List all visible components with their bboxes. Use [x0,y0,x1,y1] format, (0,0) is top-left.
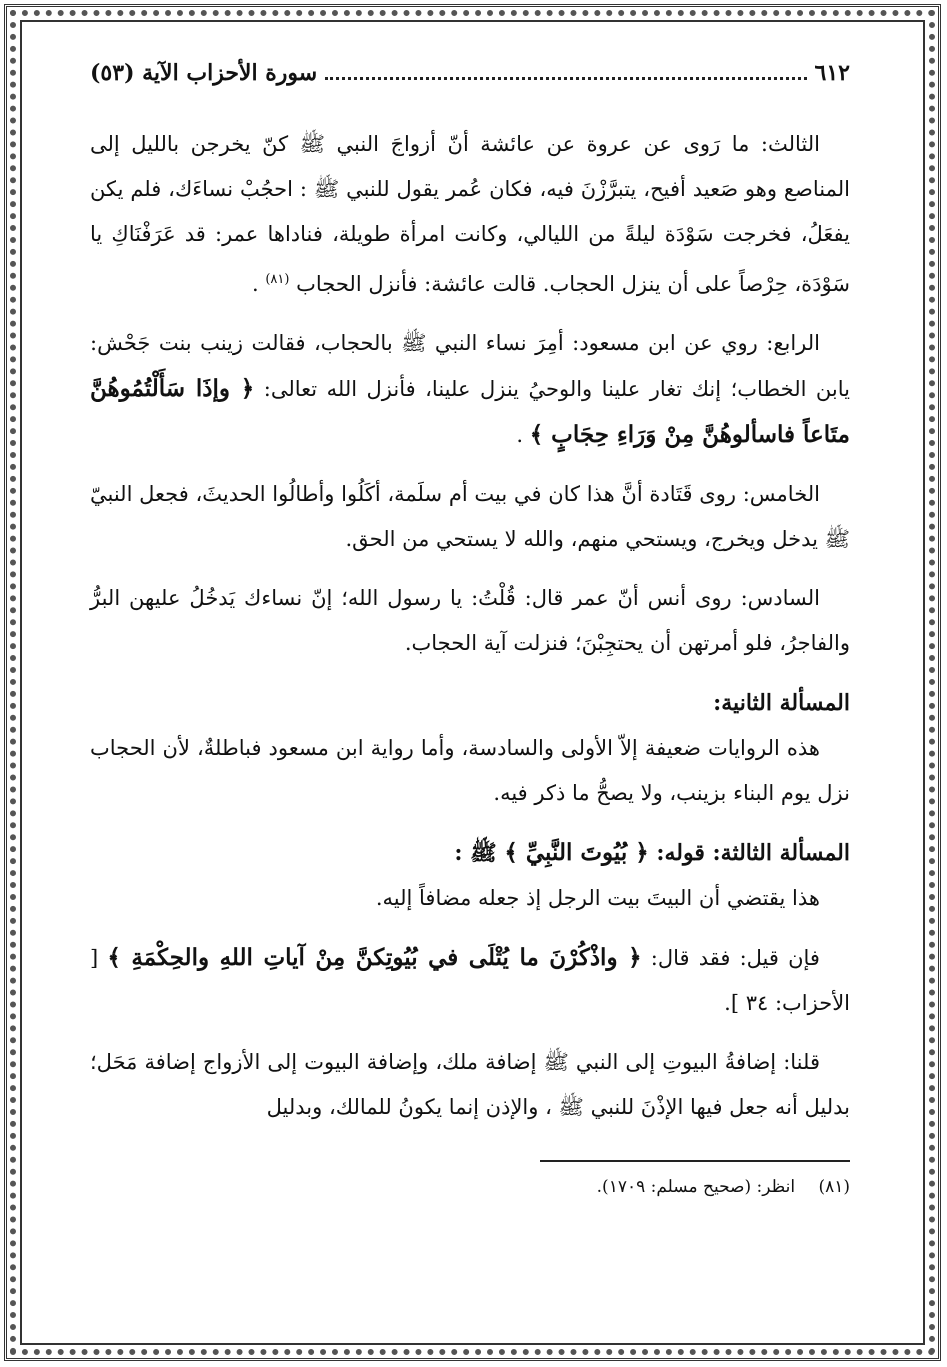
page-number: ٦١٢ [814,60,850,86]
page-content [90,60,850,1320]
quran-verse: ﴿ وإذَا سَأَلْتُمُوهُنَّ متَاعاً فاسألوهُنَّ مِنْ وَرَاءِ حِجَابٍ ﴾ [90,375,850,448]
section-heading-second: المسألة الثانية: [713,690,850,716]
footnote-number: (٨١) [818,1177,850,1197]
section-heading-third: المسألة الثالثة: قوله: ﴿ بُيُوتَ النَّبِيِّ ﴾ ﷺ : [454,839,850,866]
footnote [597,1172,850,1202]
header-title: سورة الأحزاب الآية (٥٣) [90,60,318,86]
verse-reference: [ الأحزاب: ٣٤ ]. [90,946,850,1015]
paragraph-second-issue: هذه الروايات ضعيفة إلاّ الأولى والسادسة، وأما رواية ابن مسعود فباطلةٌ، لأن الحجاب نزل يوم البناء بزينب، ولا يصحُّ ما ذكر فيه. [90,736,850,805]
paragraph-objection: فإن قيل: فقد قال: ﴿ واذْكُرْنَ ما يُتْلَى في بُيُوتِكنَّ مِنْ آياتِ اللهِ والحِكْمَةِ ﴾ [ الأحزاب: ٣٤ ]. [90,944,850,1015]
paragraph-sixth-narration: السادس: روى أنس أنّ عمر قال: قُلْتُ: يا رسول الله؛ إنّ نساءك يَدخُلُ عليهن البرُّ والفاجرُ، فلو أمرتهن أن يحتجِبْنَ؛ فنزلت آية الحجاب. [90,586,850,655]
footnote-text: انظر: (صحيح مسلم: ١٧٠٩). [596,1177,796,1197]
footnote-ref-81: (٨١) [265,272,290,287]
paragraph-third-narration: الثالث: ما رَوى عن عروة عن عائشة أنّ أزواجَ النبي ﷺ كنّ يخرجن بالليل إلى المناصع وهو صَعيد أفيح، يتبرَّزْنَ فيه، فكان عُمر يقول للنبي ﷺ : احجُبْ نساءَك، فلم يكن يفعَلُ، فخرجت سَوْدَة ليلةً من الليالي، وكانت امرأة طويلة، فناداها عمر: قد عَرَفْنَاكِ يا سَوْدَة، حِرْصاً على أن ينزل الحجاب. قالت عائشة: فأنزل الحجاب $^{(٨١)}$ . [90,132,850,296]
paragraph-fourth-narration: الرابع: روي عن ابن مسعود: أمِرَ نساء النبي ﷺ بالحجاب، فقالت زينب بنت جَحْش: يابن الخطاب؛ إنك تغار علينا والوحيُ ينزل علينا، فأنزل الله تعالى: ﴿ وإذَا سَأَلْتُمُوهُنَّ متَاعاً فاسألوهُنَّ مِنْ وَرَاءِ حِجَابٍ ﴾ . [90,331,850,448]
paragraph-answer: قلنا: إضافةُ البيوتِ إلى النبي ﷺ إضافة ملك، وإضافة البيوت إلى الأزواج إضافة مَحَل؛ بدليل أنه جعل فيها الإذْنَ للنبي ﷺ ، والإذن إنما يكونُ للمالك، وبدليل [90,1050,850,1119]
paragraph-fifth-narration: الخامس: روى قَتَادة أنَّ هذا كان في بيت أم سلَمة، أكَلُوا وأطالُوا الحديثَ، فجعل النبيّ ﷺ يدخل ويخرج، ويستحي منهم، والله لا يستحي من الحق. [90,482,850,551]
header-dots [325,63,806,80]
running-header [90,60,850,104]
footnote-separator [540,1160,850,1162]
paragraph-third-issue: هذا يقتضي أن البيتَ بيت الرجل إذ جعله مضافاً إليه. [375,886,820,910]
quran-verse: ﴿ واذْكُرْنَ ما يُتْلَى في بُيُوتِكنَّ مِنْ آياتِ اللهِ والحِكْمَةِ ﴾ [107,944,642,971]
quran-verse: ﴿ بُيُوتَ النَّبِيِّ ﴾ [504,839,649,866]
